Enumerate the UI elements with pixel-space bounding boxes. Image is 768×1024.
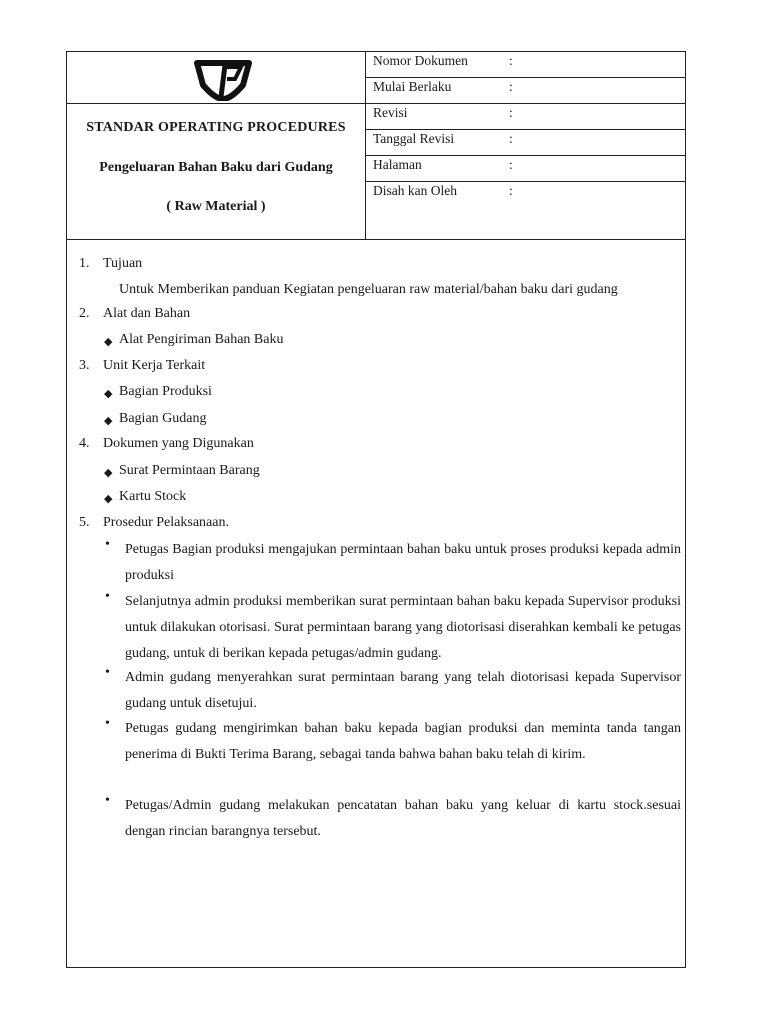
section-title-unit-kerja: Unit Kerja Terkait <box>103 358 206 373</box>
logo-cell <box>67 52 366 104</box>
meta-label: Mulai Berlaku <box>373 79 452 94</box>
procedure-step: Petugas gudang mengirimkan bahan baku kepada bagian produksi dan meminta tanda tangan penerima di Bukti Terima Barang, sebagai tanda bahwa bahan baku telah di kirim. <box>125 721 681 762</box>
meta-label: Halaman <box>373 157 422 172</box>
procedure-step: Selanjutnya admin produksi memberikan surat permintaan bahan baku kepada Supervisor produksi untuk dilakukan otorisasi. Surat permintaan barang yang diotorisasi diserahkan kembali ke petugas gudang, untuk di berikan kepada petugas/admin gudang. <box>125 594 681 661</box>
diamond-bullet-icon: ◆ <box>104 415 113 427</box>
list-item: Bagian Produksi <box>119 384 212 399</box>
section-title-prosedur: Prosedur Pelaksanaan. <box>103 515 229 530</box>
section-number: 5. <box>79 515 90 530</box>
bullet-dot-icon: • <box>105 537 110 552</box>
sop-document-frame <box>66 51 686 968</box>
section-title-dokumen: Dokumen yang Digunakan <box>103 436 254 451</box>
meta-label: Tanggal Revisi <box>373 131 455 146</box>
diamond-bullet-icon: ◆ <box>104 388 113 400</box>
diamond-bullet-icon: ◆ <box>104 467 113 479</box>
list-item: Surat Permintaan Barang <box>119 463 260 478</box>
meta-row-halaman <box>366 156 685 182</box>
meta-row-revisi <box>366 104 685 130</box>
document-meta-table <box>366 52 685 239</box>
meta-colon: : <box>509 53 513 68</box>
section-number: 3. <box>79 358 90 373</box>
meta-colon: : <box>509 157 513 172</box>
diamond-bullet-icon: ◆ <box>104 493 113 505</box>
section-number: 1. <box>79 256 90 271</box>
meta-colon: : <box>509 79 513 94</box>
sop-subtitle-raw-material: ( Raw Material ) <box>166 199 266 214</box>
header-divider <box>67 239 685 240</box>
list-item: Bagian Gudang <box>119 411 207 426</box>
diamond-bullet-icon: ◆ <box>104 336 113 348</box>
tujuan-text: Untuk Memberikan panduan Kegiatan pengeluaran raw material/bahan baku dari gudang <box>119 282 618 297</box>
meta-colon: : <box>509 183 513 198</box>
meta-label: Disah kan Oleh <box>373 183 457 198</box>
bullet-dot-icon: • <box>105 665 110 680</box>
list-item: Alat Pengiriman Bahan Baku <box>119 332 284 347</box>
section-title-tujuan: Tujuan <box>103 256 143 271</box>
bullet-dot-icon: • <box>105 716 110 731</box>
procedure-step: Admin gudang menyerahkan surat permintaan barang yang telah diotorisasi kepada Supervisor gudang untuk disetujui. <box>125 670 681 711</box>
meta-row-disahkan-oleh <box>366 182 685 239</box>
section-number: 2. <box>79 306 90 321</box>
meta-row-mulai-berlaku <box>366 78 685 104</box>
section-number: 4. <box>79 436 90 451</box>
sop-subtitle: Pengeluaran Bahan Baku dari Gudang <box>99 160 333 175</box>
procedure-step: Petugas Bagian produksi mengajukan permintaan bahan baku untuk proses produksi kepada admin produksi <box>125 542 681 583</box>
meta-colon: : <box>509 105 513 120</box>
bullet-dot-icon: • <box>105 793 110 808</box>
meta-label: Nomor Dokumen <box>373 53 468 68</box>
shield-logo-icon <box>191 57 255 101</box>
sop-title: STANDAR OPERATING PROCEDURES <box>86 120 346 135</box>
section-title-alat-bahan: Alat dan Bahan <box>103 306 191 321</box>
list-item: Kartu Stock <box>119 489 187 504</box>
meta-row-tanggal-revisi <box>366 130 685 156</box>
title-cell <box>67 104 366 239</box>
meta-row-nomor-dokumen <box>366 52 685 78</box>
bullet-dot-icon: • <box>105 589 110 604</box>
meta-colon: : <box>509 131 513 146</box>
meta-label: Revisi <box>373 105 408 120</box>
procedure-step: Petugas/Admin gudang melakukan pencatatan bahan baku yang keluar di kartu stock.sesuai dengan rincian barangnya tersebut. <box>125 798 681 839</box>
